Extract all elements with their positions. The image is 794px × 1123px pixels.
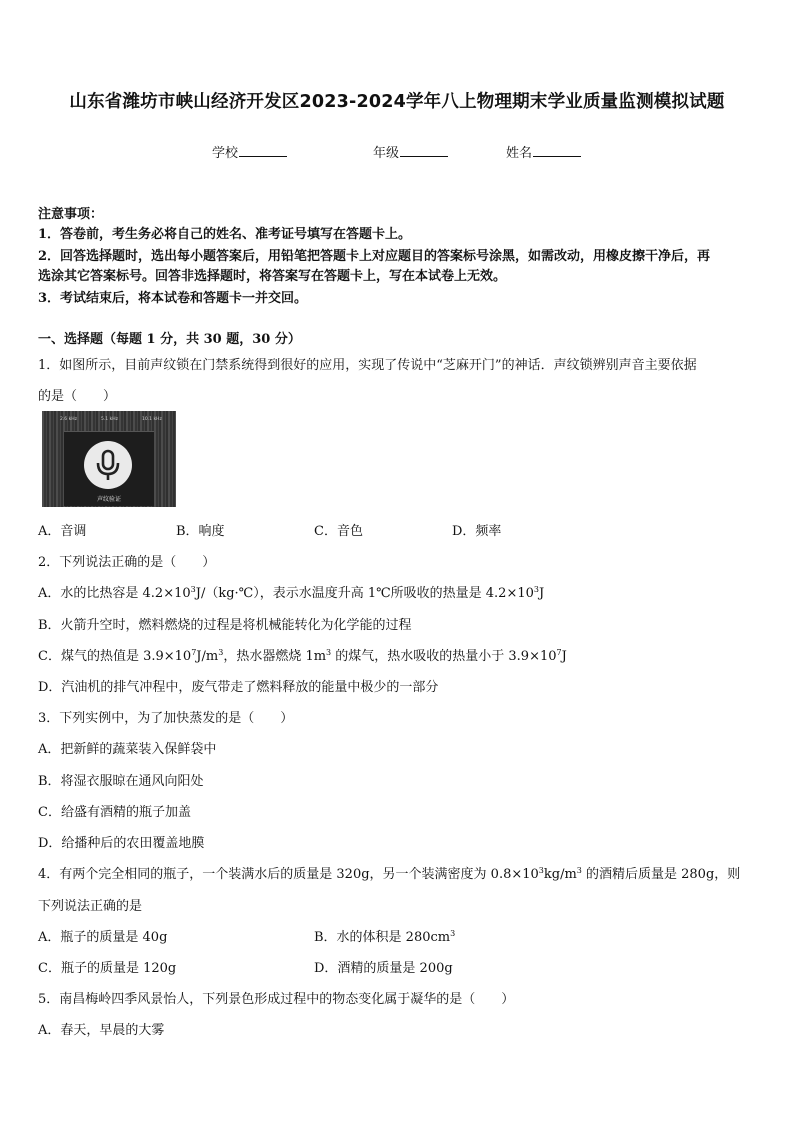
q4-stem-cont: 下列说法正确的是 [38, 899, 143, 914]
q1-stem-cont: 的是（ ） [38, 389, 117, 404]
q5-option-a: A．春天，早晨的大雾 [38, 1023, 165, 1038]
grade-field [373, 142, 448, 161]
q3-option-c: C．给盛有酒精的瓶子加盖 [38, 805, 191, 820]
notice-item-2: 2．回答选择题时，选出每小题答案后，用铅笔把答题卡上对应题目的答案标号涂黑，如需改动，用橡皮擦干净后，再 [38, 249, 711, 264]
notice-item-3: 3．考试结束后，将本试卷和答题卡一并交回。 [38, 291, 308, 306]
q5-stem: 5．南昌梅岭四季风景怡人，下列景色形成过程中的物态变化属于凝华的是（ ） [38, 992, 515, 1007]
freq-label-1: 2.6 kHz [60, 417, 77, 422]
school-label: 学校 [212, 146, 239, 161]
school-blank [239, 144, 287, 157]
freq-label-3: 10.1 kHz [142, 417, 162, 422]
notice-item-1: 1．答卷前，考生务必将自己的姓名、准考证号填写在答题卡上。 [38, 227, 412, 242]
q1-option-b: B．响度 [176, 524, 225, 539]
name-field [506, 142, 581, 161]
q1-stem: 1．如图所示，目前声纹锁在门禁系统得到很好的应用，实现了传说中“芝麻开门”的神话．声纹锁辨别声音主要依据 [38, 358, 697, 373]
q2-option-a: A．水的比热容是 $4.2\times 10^3J/(kg\cdot℃)$，表示水温度升高 1℃所吸收的热量是 $4.2\times 10^3J$ [38, 585, 545, 601]
freq-label-2: 5.1 kHz [101, 417, 118, 422]
notice-heading: 注意事项： [38, 207, 104, 222]
q3-stem: 3．下列实例中，为了加快蒸发的是（ ） [38, 711, 294, 726]
section-heading: 一、选择题（每题 1 分，共 30 题，30 分） [38, 332, 301, 347]
q4-option-c: C．瓶子的质量是 120g [38, 961, 177, 976]
voiceprint-verify-label: 声纹验证 [96, 496, 121, 503]
q4-option-b: B．水的体积是 $280cm^3$ [314, 929, 456, 945]
name-blank [533, 144, 581, 157]
q3-option-d: D．给播种后的农田覆盖地膜 [38, 836, 205, 851]
grade-blank [400, 144, 448, 157]
q2-option-c: C．煤气的热值是 $3.9\times 10^7J/m^3$，热水器燃烧 $1m^3$ 的煤气，热水吸收的热量小于 $3.9\times 10^7J$ [38, 648, 567, 664]
q2-stem: 2．下列说法正确的是（ ） [38, 555, 216, 570]
exam-title: 山东省潍坊市峡山经济开发区2023-2024学年八上物理期末学业质量监测模拟试题 [69, 92, 725, 112]
q3-option-b: B．将湿衣服晾在通风向阳处 [38, 774, 204, 789]
q4-stem: 4．有两个完全相同的瓶子，一个装满水后的质量是 320g，另一个装满密度为 $0.8\times 10^3kg/m^3$ 的酒精后质量是 280g，则 [38, 866, 741, 882]
microphone-icon [95, 449, 121, 483]
grade-label: 年级 [373, 146, 400, 161]
q4-option-a: A．瓶子的质量是 40g [38, 930, 168, 945]
school-field [212, 142, 287, 161]
name-label: 姓名 [506, 146, 533, 161]
q3-option-a: A．把新鲜的蔬菜装入保鲜袋中 [38, 742, 217, 757]
q2-option-b: B．火箭升空时，燃料燃烧的过程是将机械能转化为化学能的过程 [38, 618, 412, 633]
q1-option-a: A．音调 [38, 524, 87, 539]
q1-option-c: C．音色 [314, 524, 363, 539]
q2-option-d: D．汽油机的排气冲程中，废气带走了燃料释放的能量中极少的一部分 [38, 680, 439, 695]
q4-option-d: D．酒精的质量是 200g [314, 961, 453, 976]
q1-option-d: D．频率 [452, 524, 502, 539]
voiceprint-lock-image [42, 411, 176, 507]
notice-item-2-cont: 选涂其它答案标号。回答非选择题时，将答案写在答题卡上，写在本试卷上无效。 [38, 269, 507, 284]
